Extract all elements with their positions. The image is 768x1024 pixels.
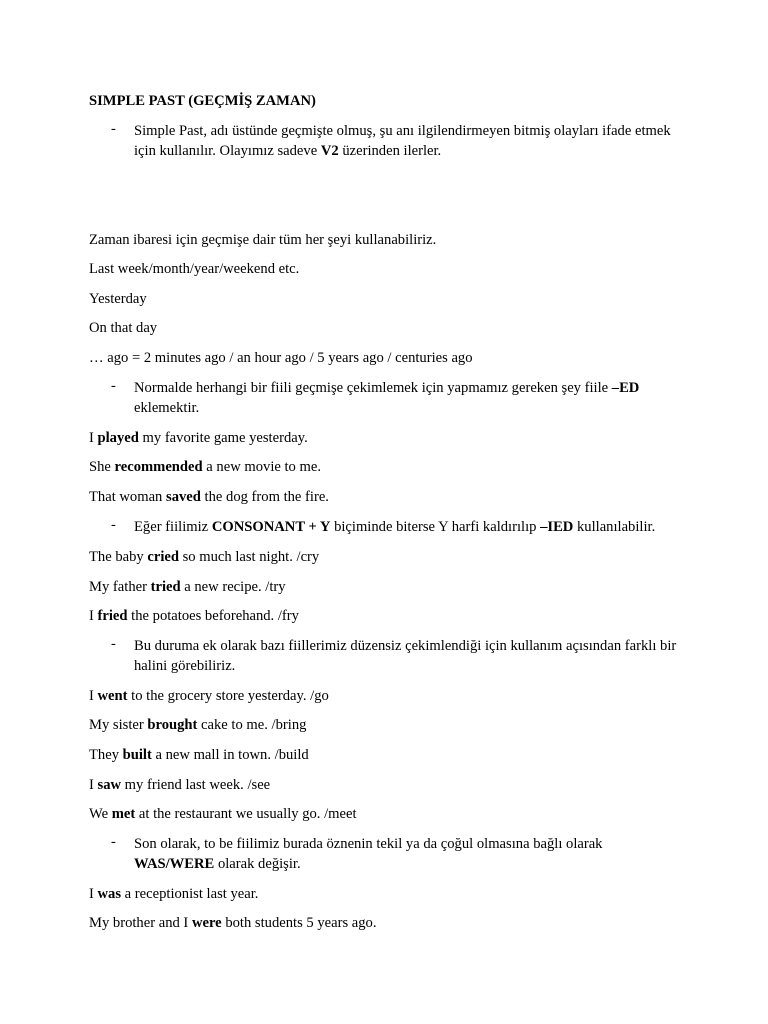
example-sentence: That woman saved the dog from the fire. — [89, 489, 329, 505]
bullet-dash: - — [111, 636, 116, 652]
example-sentence: My sister brought cake to me. /bring — [89, 717, 307, 733]
bullet-text: Normalde herhangi bir fiili geçmişe çekimlemek için yapmamız gereken şey fiile –ED eklemektir. — [134, 380, 640, 416]
bullet-dash: - — [111, 834, 116, 850]
paragraph: On that day — [89, 320, 158, 336]
example-sentence: My father tried a new recipe. /try — [89, 579, 286, 595]
example-sentence: My brother and I were both students 5 years ago. — [89, 915, 377, 931]
paragraph: … ago = 2 minutes ago / an hour ago / 5 years ago / centuries ago — [89, 350, 473, 366]
bullet-dash: - — [111, 378, 116, 394]
example-sentence: They built a new mall in town. /build — [89, 747, 309, 763]
example-sentence: I fried the potatoes beforehand. /fry — [89, 608, 299, 624]
paragraph: Yesterday — [89, 291, 147, 307]
example-sentence: I saw my friend last week. /see — [89, 777, 271, 793]
example-sentence: The baby cried so much last night. /cry — [89, 549, 320, 565]
example-sentence: We met at the restaurant we usually go. /meet — [89, 806, 357, 822]
bullet-dash: - — [111, 517, 116, 533]
bullet-text: Son olarak, to be fiilimiz burada öznenin tekil ya da çoğul olmasına bağlı olarak WAS/WERE olarak değişir. — [134, 836, 603, 872]
example-sentence: I was a receptionist last year. — [89, 886, 259, 902]
example-sentence: She recommended a new movie to me. — [89, 459, 321, 475]
document-title: SIMPLE PAST (GEÇMİŞ ZAMAN) — [89, 93, 316, 109]
paragraph: Zaman ibaresi için geçmişe dair tüm her şeyi kullanabiliriz. — [89, 232, 437, 248]
bullet-text: Bu duruma ek olarak bazı fiillerimiz düzensiz çekimlendiği için kullanım açısından farklı bir halini görebiliriz. — [134, 638, 677, 674]
paragraph: Last week/month/year/weekend etc. — [89, 261, 300, 277]
bullet-text: Eğer fiilimiz CONSONANT + Y biçiminde biterse Y harfi kaldırılıp –IED kullanılabilir. — [134, 519, 656, 535]
example-sentence: I played my favorite game yesterday. — [89, 430, 308, 446]
bullet-text: Simple Past, adı üstünde geçmişte olmuş, şu anı ilgilendirmeyen bitmiş olayları ifade etmek için kullanılır. Olayımız sadeve V2 üzerinden ilerler. — [134, 123, 671, 159]
bullet-dash: - — [111, 121, 116, 137]
example-sentence: I went to the grocery store yesterday. /go — [89, 688, 329, 704]
